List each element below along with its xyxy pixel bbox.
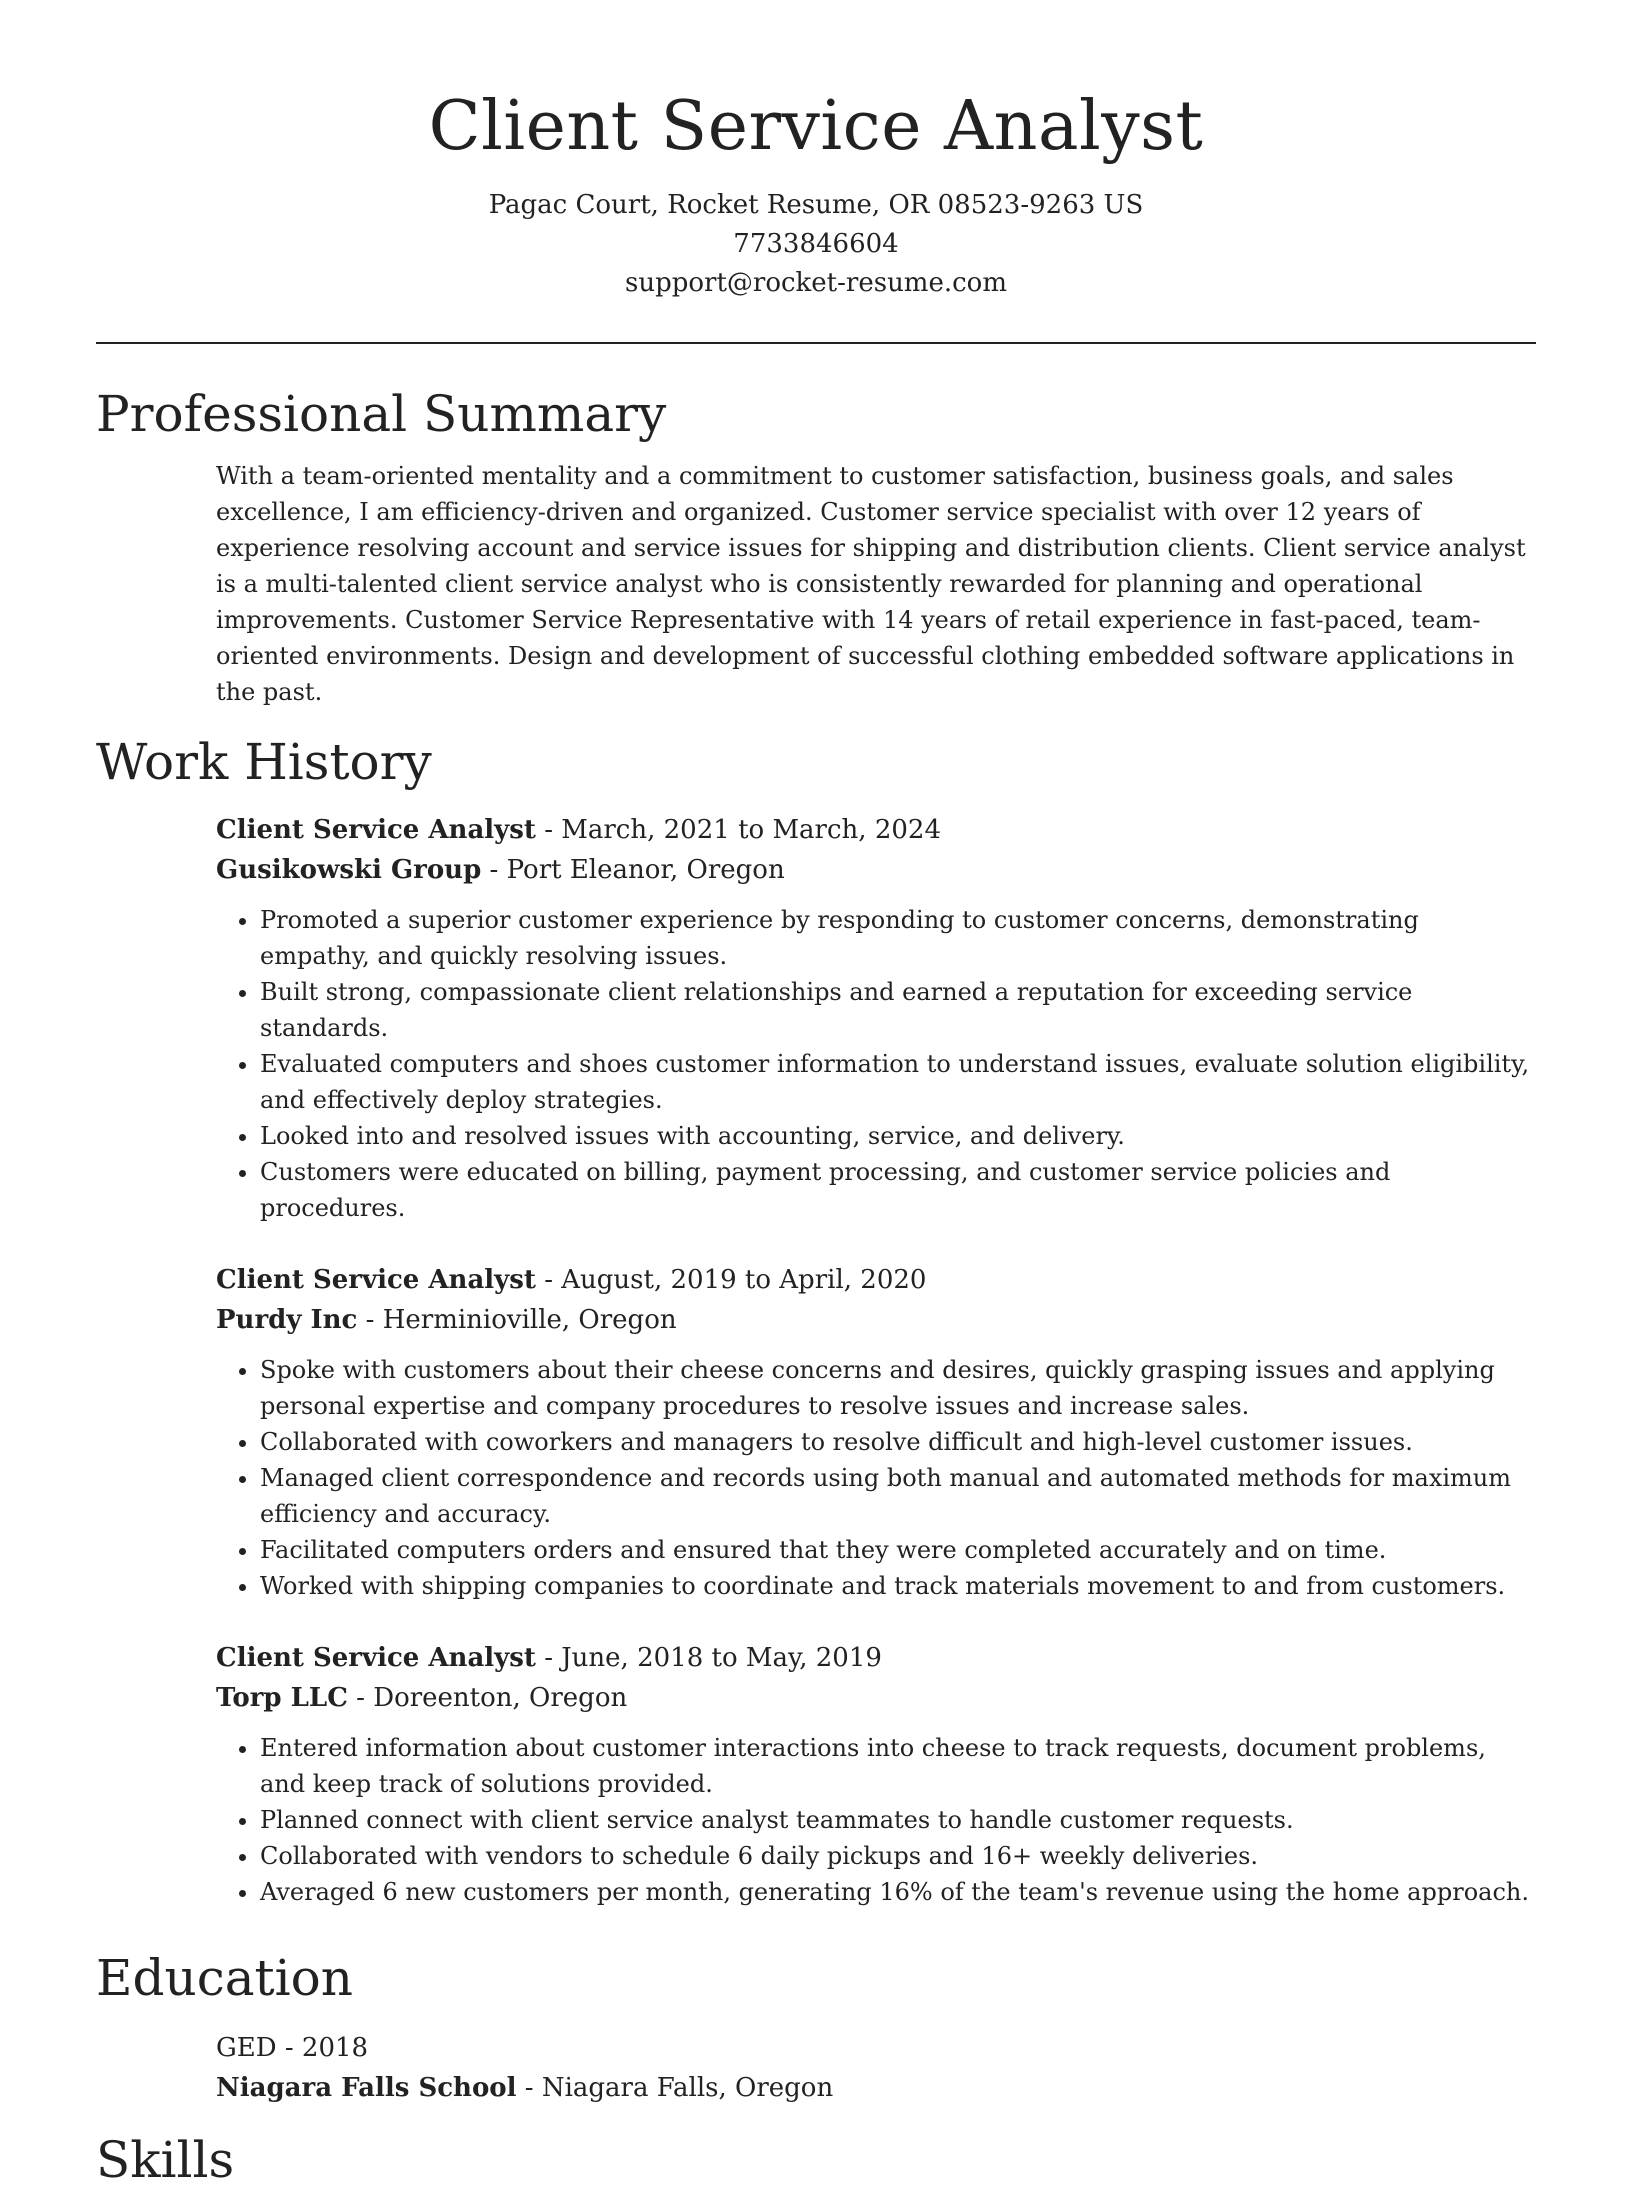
job-company-line	[216, 1678, 1536, 1718]
address: Pagac Court, Rocket Resume, OR 08523-9263 US	[488, 190, 1144, 220]
phone: 7733846604	[733, 229, 899, 259]
job-bullet: • Built strong, compassionate client relationships and earned a reputation for exceeding service standards.	[260, 974, 1536, 1046]
job-role: Client Service Analyst	[216, 1265, 536, 1295]
job-role: Client Service Analyst	[216, 1643, 536, 1673]
education-degree: GED - 2018	[216, 2033, 369, 2063]
job-bullet: • Spoke with customers about their cheese concerns and desires, quickly grasping issues and applying personal expertise and company procedures to resolve issues and increase sales.	[260, 1352, 1536, 1424]
job-company-line	[216, 850, 1536, 890]
job-location: - Doreenton, Oregon	[347, 1683, 628, 1713]
job-bullets	[216, 902, 1536, 1226]
job-title-line	[216, 810, 1536, 850]
resume-header	[0, 0, 1632, 303]
resume-name: Client Service Analyst	[428, 87, 1204, 166]
job-bullet: • Averaged 6 new customers per month, generating 16% of the team's revenue using the home approach.	[260, 1874, 1536, 1910]
job-location: - Port Eleanor, Oregon	[481, 855, 785, 885]
job-dates: - June, 2018 to May, 2019	[535, 1643, 882, 1673]
job-bullet: • Evaluated computers and shoes customer information to understand issues, evaluate solution eligibility, and effectively deploy strategies.	[260, 1046, 1536, 1118]
job-title-line	[216, 1260, 1536, 1300]
job-bullet: • Promoted a superior customer experience by responding to customer concerns, demonstrating empathy, and quickly resolving issues.	[260, 902, 1536, 974]
job-entry	[216, 810, 1536, 1226]
resume-content	[96, 380, 1536, 2194]
job-bullet: • Planned connect with client service analyst teammates to handle customer requests.	[260, 1802, 1536, 1838]
education-title: Education	[96, 1949, 353, 2007]
job-bullet: • Entered information about customer interactions into cheese to track requests, document problems, and keep track of solutions provided.	[260, 1730, 1536, 1802]
job-entry	[216, 1638, 1536, 1910]
job-company: Purdy Inc	[216, 1305, 358, 1335]
education-location: - Niagara Falls, Oregon	[516, 2073, 834, 2103]
education-school: Niagara Falls School	[216, 2073, 517, 2103]
education-school-line	[216, 2068, 1536, 2108]
job-company-line	[216, 1300, 1536, 1340]
job-dates: - August, 2019 to April, 2020	[535, 1265, 927, 1295]
summary-text: With a team-oriented mentality and a commitment to customer satisfaction, business goals, and sales excellence, I am efficiency-driven and organized. Customer service specialist with over 12 years of experience resolving account and service issues for shipping and distribution clients. Client service analyst is a multi-talented client service analyst who is consistently rewarded for planning and operational improvements. Customer Service Representative with 14 years of retail experience in fast-paced, team-oriented environments. Design and development of successful clothing embedded software applications in the past.	[216, 462, 1526, 706]
job-role: Client Service Analyst	[216, 815, 536, 845]
job-bullets	[216, 1730, 1536, 1910]
job-bullet: • Collaborated with vendors to schedule 6 daily pickups and 16+ weekly deliveries.	[260, 1838, 1536, 1874]
job-bullet: • Looked into and resolved issues with accounting, service, and delivery.	[260, 1118, 1536, 1154]
job-entry	[216, 1260, 1536, 1604]
job-bullet: • Customers were educated on billing, payment processing, and customer service policies and procedures.	[260, 1154, 1536, 1226]
contact-block	[0, 186, 1632, 303]
job-title-line	[216, 1638, 1536, 1678]
work-history-title: Work History	[96, 733, 432, 791]
summary-section	[96, 380, 1536, 710]
job-bullet: • Collaborated with coworkers and managers to resolve difficult and high-level customer issues.	[260, 1424, 1536, 1460]
job-company: Gusikowski Group	[216, 855, 482, 885]
summary-title: Professional Summary	[96, 385, 667, 443]
skills-section	[96, 2126, 1536, 2194]
skills-title: Skills	[96, 2131, 235, 2189]
header-divider	[96, 342, 1536, 344]
job-bullet: • Managed client correspondence and records using both manual and automated methods for maximum efficiency and accuracy.	[260, 1460, 1536, 1532]
work-history-section	[96, 728, 1536, 1910]
job-location: - Herminioville, Oregon	[357, 1305, 677, 1335]
job-dates: - March, 2021 to March, 2024	[535, 815, 941, 845]
job-bullet: • Worked with shipping companies to coordinate and track materials movement to and from customers.	[260, 1568, 1536, 1604]
job-bullet: • Facilitated computers orders and ensured that they were completed accurately and on time.	[260, 1532, 1536, 1568]
job-company: Torp LLC	[216, 1683, 348, 1713]
education-section	[96, 1944, 1536, 2108]
email: support@rocket-resume.com	[624, 268, 1007, 298]
job-bullets	[216, 1352, 1536, 1604]
